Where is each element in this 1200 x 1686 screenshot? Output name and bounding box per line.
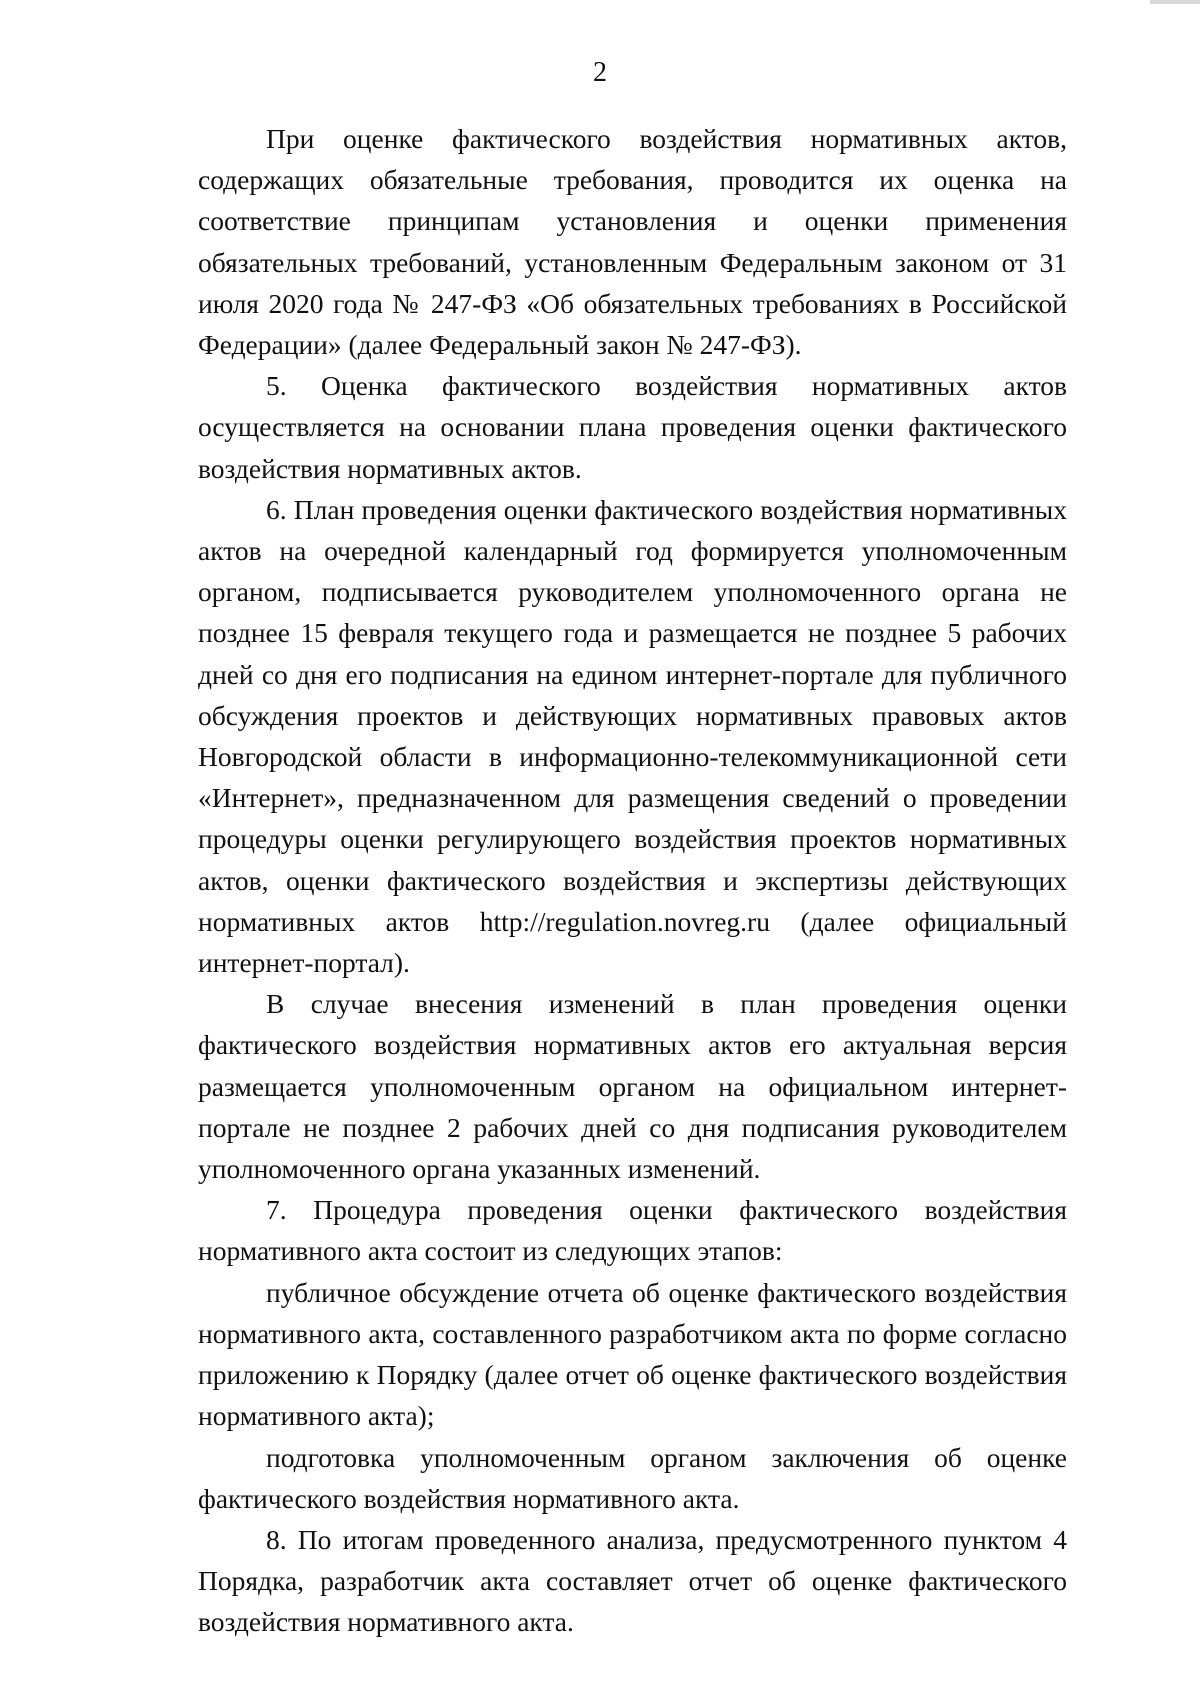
- paragraph-7: 7. Процедура проведения оценки фактического воздействия нормативного акта состоит из следующих этапов:: [198, 1194, 1067, 1267]
- paragraph-stage-public-discussion: публичное обсуждение отчета об оценке фактического воздействия нормативного акта, составленного разработчиком акта по форме согласно приложению к Порядку (далее отчет об оценке фактического воздействия нормативного акта);: [198, 1276, 1067, 1432]
- paragraph-5: 5. Оценка фактического воздействия нормативных актов осуществляется на основании плана проведения оценки фактического воздействия нормативных актов.: [198, 370, 1067, 484]
- scan-edge-mark: [1150, 0, 1200, 4]
- document-body: [198, 118, 1067, 1643]
- page-number: 2: [593, 57, 607, 88]
- paragraph-plan-changes: В случае внесения изменений в план проведения оценки фактического воздействия нормативных актов его актуальная версия размещается уполномоченным органом на официальном интернет-портале не позднее 2 рабочих дней со дня подписания руководителем уполномоченного органа указанных изменений.: [198, 988, 1067, 1185]
- paragraph-stage-conclusion: подготовка уполномоченным органом заключения об оценке фактического воздействия нормативного акта.: [198, 1441, 1067, 1514]
- paragraph-assessment-principles: При оценке фактического воздействия нормативных актов, содержащих обязательные требования, проводится их оценка на соответствие принципам установления и оценки применения обязательных требований, установленным Федеральным законом от 31 июля 2020 года № 247-ФЗ «Об обязательных требованиях в Российской Федерации» (далее Федеральный закон № 247-ФЗ).: [198, 123, 1067, 361]
- paragraph-8: 8. По итогам проведенного анализа, предусмотренного пунктом 4 Порядка, разработчик акта составляет отчет об оценке фактического воздействия нормативного акта.: [198, 1523, 1067, 1638]
- paragraph-6: 6. План проведения оценки фактического воздействия нормативных актов на очередной календарный год формируется уполномоченным органом, подписывается руководителем уполномоченного органа не позднее 15 февраля текущего года и размещается не позднее 5 рабочих дней со дня его подписания на едином интернет-портале для публичного обсуждения проектов и действующих нормативных правовых актов Новгородской области в информационно-телекоммуникационной сети «Интернет», предназначенном для размещения сведений о проведении процедуры оценки регулирующего воздействия проектов нормативных актов, оценки фактического воздействия и экспертизы действующих нормативных актов http://regulation.novreg.ru (далее официальный интернет-портал).: [198, 493, 1067, 979]
